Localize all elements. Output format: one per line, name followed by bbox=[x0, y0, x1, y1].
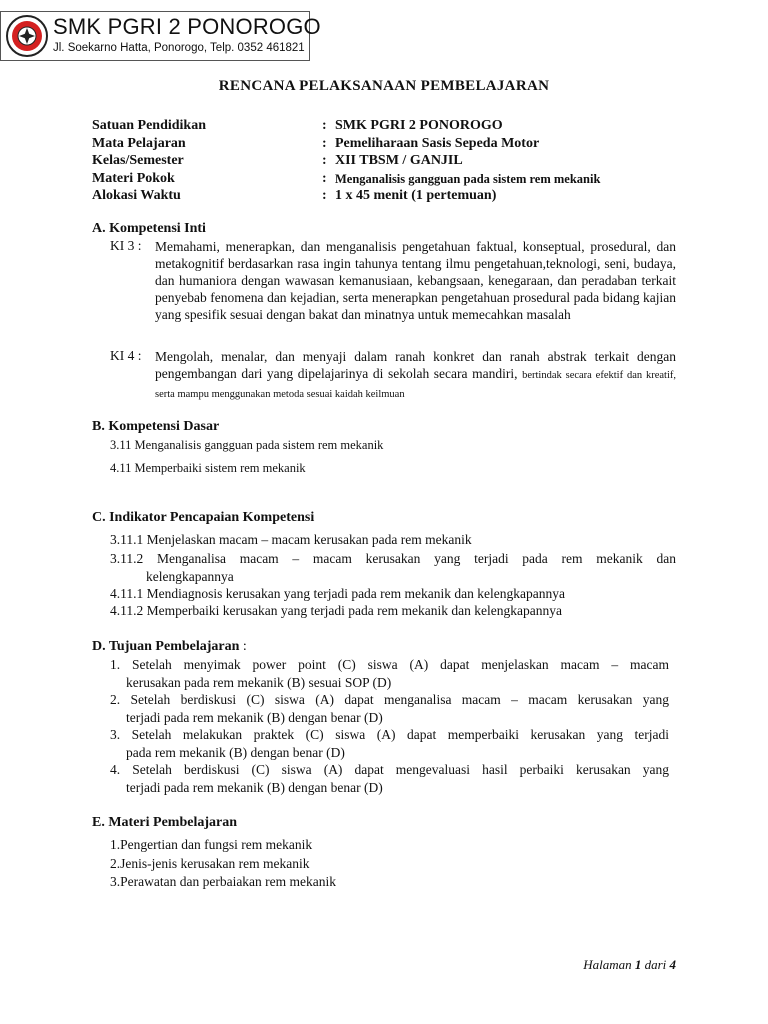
identity-colon: : bbox=[322, 171, 327, 186]
indicator-item: 3.11.1 Menjelaskan macam – macam kerusakan pada rem mekanik bbox=[110, 532, 472, 547]
identity-label: Materi Pokok bbox=[92, 171, 175, 186]
identity-colon: : bbox=[322, 118, 327, 133]
objective-item-cont: terjadi pada rem mekanik (B) dengan benar (D) bbox=[126, 780, 383, 795]
page-footer bbox=[583, 957, 676, 973]
identity-label: Mata Pelajaran bbox=[92, 136, 186, 151]
identity-value: XII TBSM / GANJIL bbox=[335, 153, 463, 168]
indicator-item: 4.11.2 Memperbaiki kerusakan yang terjadi pada rem mekanik dan kelengkapannya bbox=[110, 603, 562, 618]
ki4-text-small: bertindak secara efektif dan kreatif, serta mampu menggunakan metoda sesuai kaidah keilmuan bbox=[155, 370, 676, 400]
school-address: Jl. Soekarno Hatta, Ponorogo, Telp. 0352 461821 bbox=[53, 42, 305, 54]
ki4-label: KI 4 : bbox=[110, 348, 142, 363]
section-e-heading: E. Materi Pembelajaran bbox=[92, 815, 238, 830]
footer-prefix: Halaman bbox=[583, 957, 635, 972]
identity-value: Menganalisis gangguan pada sistem rem mekanik bbox=[335, 172, 601, 186]
footer-page-number: 1 bbox=[634, 957, 642, 972]
section-d-heading bbox=[92, 639, 247, 655]
identity-label: Kelas/Semester bbox=[92, 153, 184, 168]
identity-value: SMK PGRI 2 PONOROGO bbox=[335, 118, 503, 133]
indicator-item: 3.11.2 Menganalisa macam – macam kerusakan yang terjadi pada rem mekanik dan bbox=[110, 551, 676, 566]
section-d-heading-text: D. Tujuan Pembelajaran bbox=[92, 639, 240, 654]
ki4-paragraph bbox=[155, 348, 676, 403]
identity-colon: : bbox=[322, 136, 327, 151]
objective-item-cont: terjadi pada rem mekanik (B) dengan benar (D) bbox=[126, 710, 383, 725]
identity-colon: : bbox=[322, 188, 327, 203]
materi-item: 1.Pengertian dan fungsi rem mekanik bbox=[110, 837, 313, 852]
section-c-heading: C. Indikator Pencapaian Kompetensi bbox=[92, 510, 315, 525]
document-title: RENCANA PELAKSANAAN PEMBELAJARAN bbox=[218, 78, 550, 94]
section-d-heading-colon: : bbox=[239, 639, 247, 654]
letterhead bbox=[0, 11, 321, 61]
identity-label: Alokasi Waktu bbox=[92, 188, 181, 203]
indicator-item: 4.11.1 Mendiagnosis kerusakan yang terjadi pada rem mekanik dan kelengkapannya bbox=[110, 586, 565, 601]
objective-item: 2. Setelah berdiskusi (C) siswa (A) dapat menganalisa macam – macam kerusakan yang bbox=[110, 692, 669, 707]
ki3-label: KI 3 : bbox=[110, 238, 142, 253]
objective-item-cont: kerusakan pada rem mekanik (B) sesuai SOP (D) bbox=[126, 675, 392, 690]
section-a-heading: A. Kompetensi Inti bbox=[92, 221, 206, 236]
school-logo-icon bbox=[5, 14, 49, 58]
footer-mid: dari bbox=[641, 957, 670, 972]
materi-item: 2.Jenis-jenis kerusakan rem mekanik bbox=[110, 856, 310, 871]
objective-item: 1. Setelah menyimak power point (C) siswa (A) dapat menjelaskan macam – macam bbox=[110, 657, 669, 672]
kd-item: 4.11 Memperbaiki sistem rem mekanik bbox=[110, 461, 306, 475]
objective-item: 4. Setelah berdiskusi (C) siswa (A) dapat mengevaluasi hasil perbaiki kerusakan yang bbox=[110, 762, 669, 777]
identity-label: Satuan Pendidikan bbox=[92, 118, 206, 133]
objective-item: 3. Setelah melakukan praktek (C) siswa (A) dapat memperbaiki kerusakan yang terjadi bbox=[110, 727, 669, 742]
footer-page-total: 4 bbox=[669, 957, 676, 972]
indicator-item-cont: kelengkapannya bbox=[146, 569, 234, 584]
section-b-heading: B. Kompetensi Dasar bbox=[92, 419, 220, 434]
identity-value: Pemeliharaan Sasis Sepeda Motor bbox=[335, 136, 540, 151]
identity-value: 1 x 45 menit (1 pertemuan) bbox=[335, 188, 497, 203]
kd-item: 3.11 Menganalisis gangguan pada sistem rem mekanik bbox=[110, 438, 384, 452]
identity-colon: : bbox=[322, 153, 327, 168]
materi-item: 3.Perawatan dan perbaiakan rem mekanik bbox=[110, 874, 337, 889]
objective-item-cont: pada rem mekanik (B) dengan benar (D) bbox=[126, 745, 345, 760]
ki3-text: Memahami, menerapkan, dan menganalisis pengetahuan faktual, konseptual, prosedural, dan metakognitif berdasarkan rasa ingin tahunya tentang ilmu pengetahuan,teknologi, seni, budaya, dan humaniora dengan wawasan kemanusiaan, kebangsaan, kenegaraan, dan peradaban terkait penyebab fenomena dan kejadian, serta menerapkan pengetahuan prosedural pada bidang kajian yang spesifik sesuai dengan bakat dan minatnya untuk memecahkan masalah bbox=[155, 239, 676, 322]
ki4-text: Mengolah, menalar, dan menyaji dalam ranah konkret dan ranah abstrak terkait dengan pengembangan dari yang dipelajarinya di sekolah secara mandiri, bbox=[155, 349, 676, 381]
school-name: SMK PGRI 2 PONOROGO bbox=[53, 14, 321, 39]
